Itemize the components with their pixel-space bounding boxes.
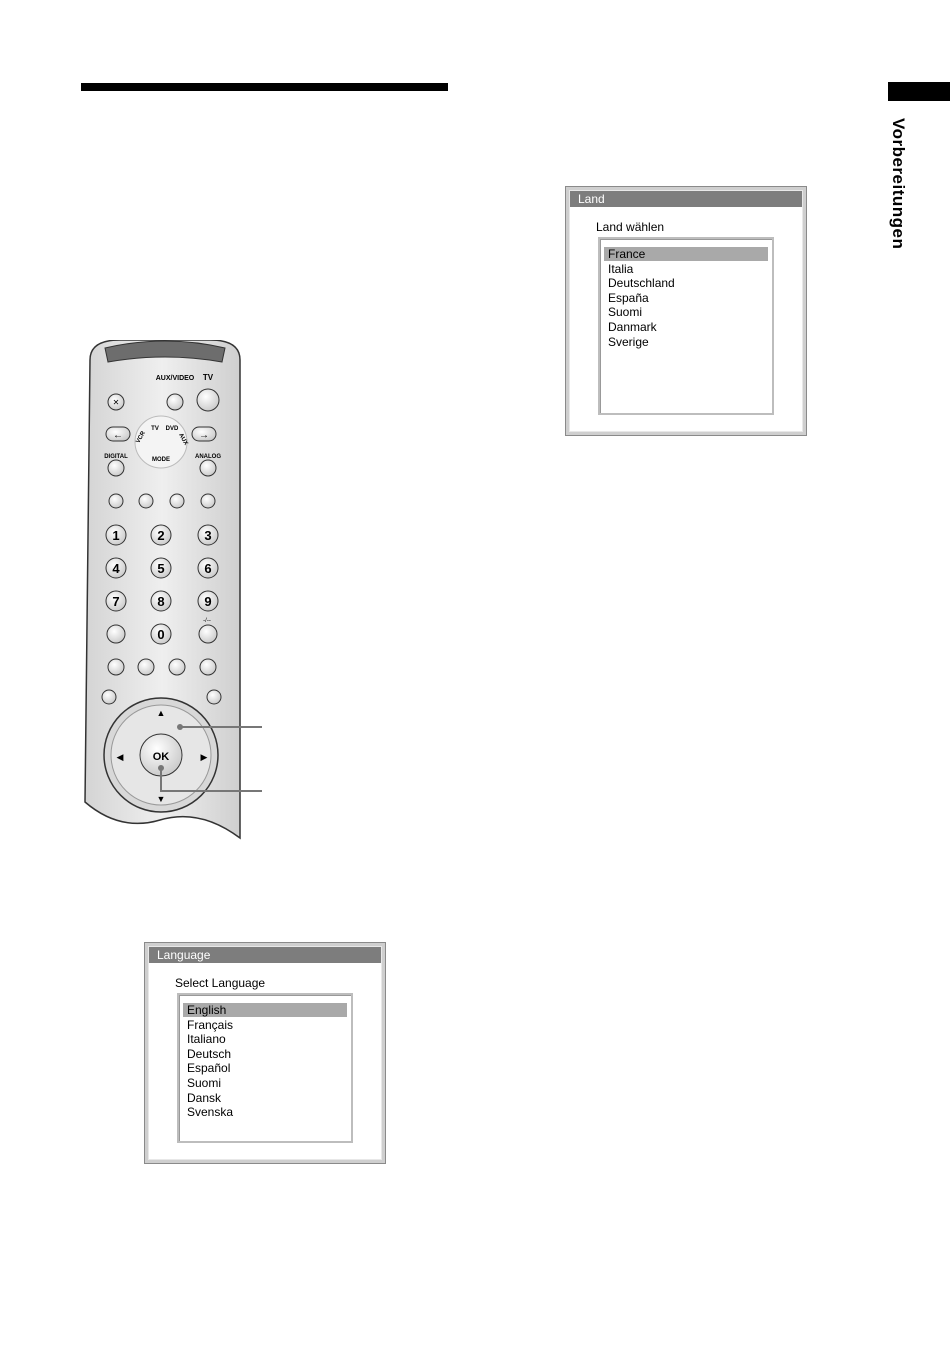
language-option[interactable]: Suomi bbox=[187, 1076, 222, 1090]
aux-power-button bbox=[167, 394, 183, 410]
sound-button bbox=[109, 494, 123, 508]
input-button bbox=[201, 494, 215, 508]
digital-button bbox=[108, 460, 124, 476]
language-dialog bbox=[144, 942, 386, 1164]
language-listbox[interactable] bbox=[177, 993, 353, 1143]
right-arrow: ▶ bbox=[200, 752, 208, 762]
number-key-label: 7 bbox=[112, 594, 120, 609]
svg-text:←: ← bbox=[113, 430, 123, 441]
number-key-label: 3 bbox=[204, 528, 212, 543]
land-dialog-title: Land bbox=[570, 191, 802, 207]
language-dialog-body bbox=[149, 963, 381, 1159]
digital-label: DIGITAL bbox=[104, 454, 128, 460]
section-label bbox=[878, 118, 918, 258]
guide-button bbox=[102, 690, 116, 704]
language-option[interactable]: Dansk bbox=[187, 1090, 222, 1105]
dvd-label: DVD bbox=[165, 426, 179, 432]
vcr-label: VCR bbox=[135, 430, 147, 445]
number-key-label: 2 bbox=[157, 528, 165, 543]
text-info-button bbox=[107, 625, 125, 643]
previous-channel-button bbox=[199, 625, 217, 643]
tv-mode-label: TV bbox=[151, 426, 159, 432]
language-dialog-title: Language bbox=[149, 947, 381, 963]
section-label-text: Vorbereitungen bbox=[889, 118, 908, 250]
language-option[interactable]: Español bbox=[187, 1061, 231, 1076]
header-rule bbox=[81, 83, 448, 91]
land-option[interactable]: Italia bbox=[608, 261, 634, 276]
number-key-label: 6 bbox=[204, 561, 212, 576]
picture-button bbox=[139, 494, 153, 508]
screen-button bbox=[170, 494, 184, 508]
down-arrow: ▼ bbox=[156, 794, 166, 804]
language-prompt: Select Language bbox=[175, 976, 266, 990]
number-key-label: 5 bbox=[157, 561, 165, 576]
section-tab bbox=[888, 82, 950, 101]
language-option[interactable]: Svenska bbox=[187, 1105, 234, 1120]
number-key-label: 8 bbox=[157, 594, 165, 609]
land-dialog-body bbox=[570, 207, 802, 431]
land-option[interactable]: España bbox=[608, 290, 649, 305]
tv-label: TV bbox=[202, 373, 214, 382]
svg-text:→: → bbox=[199, 430, 209, 441]
land-option[interactable]: Sverige bbox=[608, 334, 649, 349]
land-option[interactable]: France bbox=[604, 247, 768, 261]
land-prompt: Land wählen bbox=[596, 220, 665, 234]
land-dialog bbox=[565, 186, 807, 436]
aux-label: AUX bbox=[177, 432, 189, 447]
language-option[interactable]: Français bbox=[187, 1017, 234, 1032]
left-arrow: ◀ bbox=[116, 752, 124, 762]
number-key-label: 9 bbox=[204, 594, 212, 609]
land-option[interactable]: Deutschland bbox=[608, 276, 675, 291]
up-arrow: ▲ bbox=[156, 708, 166, 718]
analog-button bbox=[200, 460, 216, 476]
language-option[interactable]: English bbox=[183, 1003, 347, 1017]
number-key-label: 0 bbox=[157, 627, 165, 642]
svg-text:✕: ✕ bbox=[112, 398, 120, 407]
land-option[interactable]: Suomi bbox=[608, 305, 643, 320]
tv-power-button bbox=[197, 389, 219, 411]
land-listbox[interactable] bbox=[598, 237, 774, 415]
number-key-label: 4 bbox=[112, 561, 120, 576]
language-option[interactable]: Italiano bbox=[187, 1032, 226, 1047]
land-option[interactable]: Danmark bbox=[608, 320, 657, 334]
language-option[interactable]: Deutsch bbox=[187, 1046, 232, 1061]
aux-video-label: AUX/VIDEO bbox=[155, 375, 195, 382]
ok-label: OK bbox=[152, 751, 170, 763]
menu-button bbox=[207, 690, 221, 704]
play-button bbox=[169, 659, 185, 675]
number-key-label: 1 bbox=[112, 528, 120, 543]
forward-button bbox=[200, 659, 216, 675]
analog-label: ANALOG bbox=[195, 454, 221, 460]
mode-label: MODE bbox=[152, 457, 170, 463]
stop-button bbox=[138, 659, 154, 675]
minus-dash-label: -/-- bbox=[203, 618, 211, 624]
callout-lines bbox=[150, 715, 265, 800]
rewind-button bbox=[108, 659, 124, 675]
